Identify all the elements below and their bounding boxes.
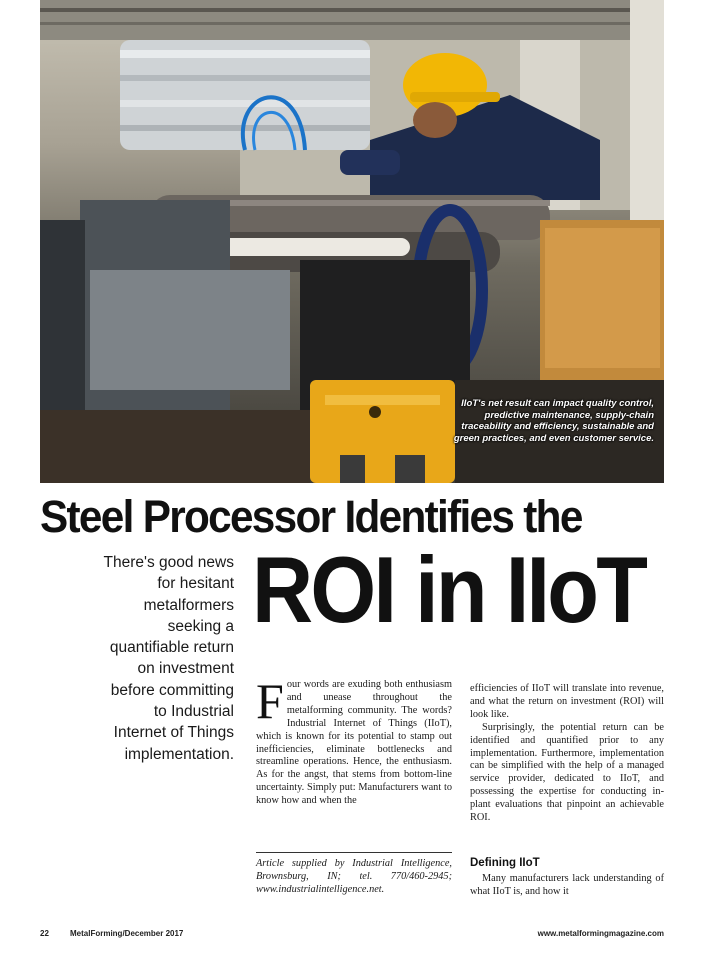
deck-line: for hesitant [157,575,234,593]
deck-line: metalformers [143,596,234,614]
article-credit: Article supplied by Industrial Intelligence, Brownsburg, IN; tel. 770/460-2945; www.industrialintelligence.net. [256,858,452,895]
deck-line: before committing [110,681,234,699]
deck-line: on investment [137,660,234,678]
article-photo [40,0,664,483]
body-column-left [256,673,452,808]
deck-line: implementation. [124,745,234,763]
deck-line: to Industrial [153,703,234,721]
body-paragraph [256,673,452,808]
deck-line: There's good news [103,554,234,571]
page-number: 22 [40,929,49,938]
headline-line-1: Steel Processor Identifies the [40,491,582,542]
body-paragraph-text: our words are exuding both enthusiasm and unease throughout the metalforming community. The words? Industrial Internet of Things (IIoT), which is known for its potential to stamp out inefficiencies, eliminate bottlenecks and streamline operations. Hence, the enthusiasm. As for the angst, that stems from bottom-line uncertainty. Simply put: Manufacturers want to know how and when the [256,679,452,807]
deck-line: seeking a [167,617,234,635]
magazine-website: www.metalformingmagazine.com [537,929,664,938]
body-paragraph: Surprisingly, the potential return can be identified and quantified prior to any implementation. Furthermore, implementation can be simplified with the help of a managed service provider, dedicated to IIoT, and possessing the expertise for conducting in-plant evaluations that pinpoint an achievable ROI. [470,721,664,824]
section-subhead: Defining IIoT [470,857,540,869]
photo-caption: IIoT's net result can impact quality control, predictive maintenance, supply-chain traceability and efficiency, sustainable and green practices, and even customer service. [453,398,654,444]
body-paragraph: Many manufacturers lack understanding of what IIoT is, and how it [470,873,664,897]
drop-cap: F [256,673,284,729]
body-column-right-continued [470,873,664,899]
headline-line-2: ROI in IIoT [252,537,646,642]
deck-line: quantifiable return [109,639,234,657]
deck-subtitle [82,552,234,765]
credit-divider [256,852,452,853]
magazine-issue: MetalForming/December 2017 [70,929,184,938]
body-column-right [470,683,664,825]
body-paragraph: efficiencies of IIoT will translate into revenue, and what the return on investment (ROI) will look like. [470,683,664,720]
deck-line: Internet of Things [113,724,234,742]
